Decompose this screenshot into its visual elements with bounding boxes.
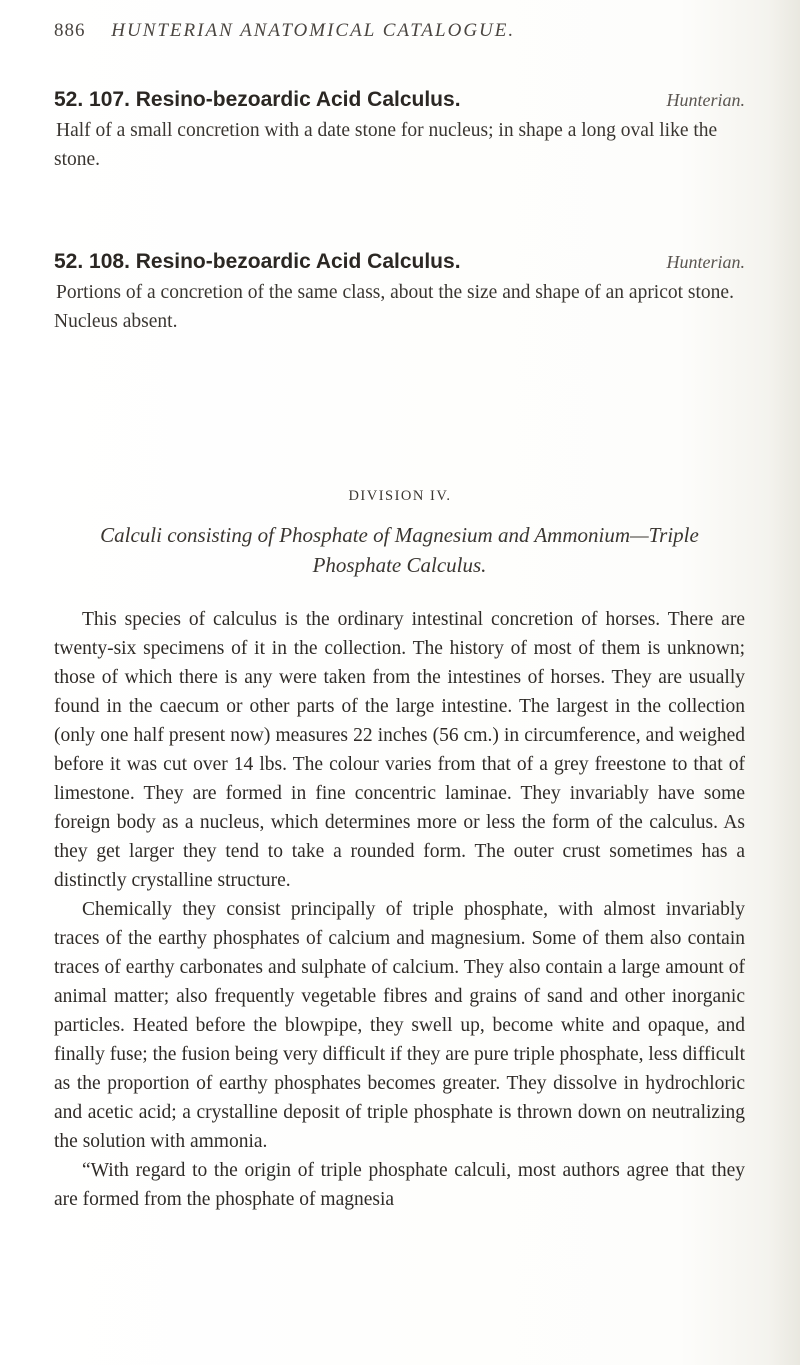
entry-heading-row — [54, 88, 745, 112]
paragraph: “With regard to the origin of triple phosphate calculi, most authors agree that they are formed from the phosphate of magnesia — [54, 1160, 745, 1210]
entry-text: Portions of a concretion of the same class, about the size and shape of an apricot stone. Nucleus absent. — [54, 282, 734, 332]
catalogue-entry-52-107 — [54, 88, 745, 174]
catalogue-entry-52-108 — [54, 250, 745, 336]
page-number: 886 — [54, 20, 86, 41]
paragraph: Chemically they consist principally of triple phosphate, with almost invariably traces of the earthy phosphates of calcium and magnesium. Some of them also contain traces of earthy carbonates and sulphate of calcium. They also contain a large amount of animal matter; also frequently vegetable fibres and grains of sand and other inorganic particles. Heated before the blowpipe, they swell up, become white and opaque, and finally fuse; the fusion being very difficult if they are pure triple phosphate, less difficult as the proportion of earthy phosphates becomes greater. They dissolve in hydrochloric and acetic acid; a crystalline deposit of triple phosphate is thrown down on neutralizing the solution with ammonia. — [54, 899, 745, 1152]
running-head — [54, 20, 515, 42]
entry-text: Half of a small concretion with a date stone for nucleus; in shape a long oval like the stone. — [54, 120, 718, 170]
entry-heading: 52. 108. Resino-bezoardic Acid Calculus. — [54, 250, 461, 273]
entry-description — [54, 278, 745, 336]
running-title: HUNTERIAN ANATOMICAL CATALOGUE. — [111, 20, 516, 41]
entry-source: Hunterian. — [666, 252, 745, 272]
paragraph: This species of calculus is the ordinary intestinal concretion of horses. There are twenty-six specimens of it in the collection. The history of most of them is unknown; those of which there is any were taken from the intestines of horses. They are usually found in the caecum or other parts of the large intestine. The largest in the collection (only one half present now) measures 22 inches (56 cm.) in circumference, and weighed before it was cut over 14 lbs. The colour varies from that of a grey freestone to that of limestone. They are formed in fine concentric laminae. They invariably have some foreign body as a nucleus, which determines more or less the form of the calculus. As they get larger they tend to take a rounded form. The outer crust sometimes has a distinctly crystalline structure. — [54, 609, 745, 891]
entry-heading: 52. 107. Resino-bezoardic Acid Calculus. — [54, 88, 461, 111]
body-text — [54, 605, 745, 1214]
entry-description — [54, 116, 745, 174]
entry-source: Hunterian. — [666, 90, 745, 110]
division-label: DIVISION IV. — [348, 488, 452, 504]
division-subtitle: Calculi consisting of Phosphate of Magnesium and Ammonium—Triple Phosphate Calculus. — [100, 523, 699, 577]
entry-heading-row — [54, 250, 745, 274]
